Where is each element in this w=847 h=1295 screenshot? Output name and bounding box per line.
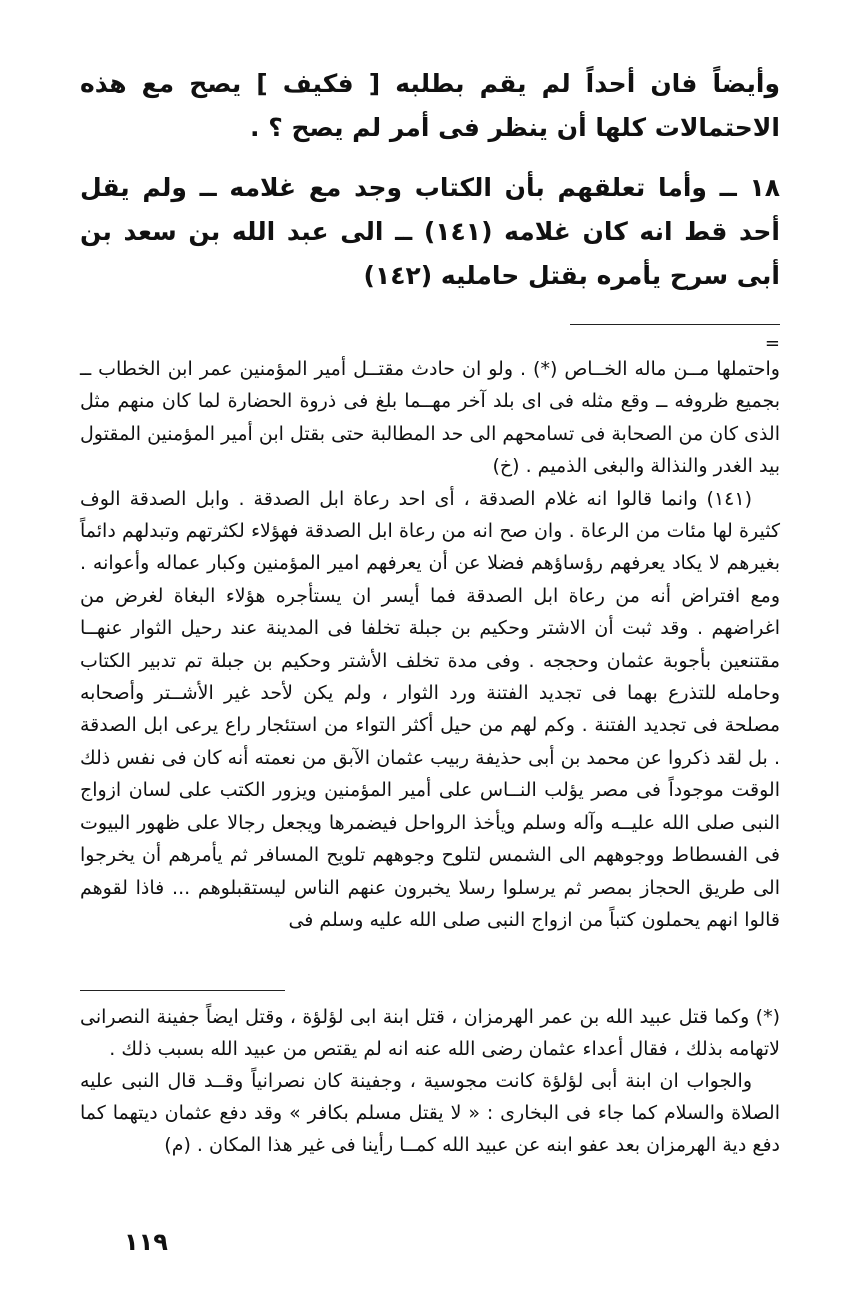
note-continuation: واحتملها مــن ماله الخــاص (*) . ولو ان حادث مقتــل أمير المؤمنين عمر ابن الخطاب ــ بجميع ظروفه ــ وقع مثله فى اى بلد آخر مهــما بلغ فى ذروة الحضارة لما كان منهم مثل الذى كان من الصحابة فى تسامحهم الى حد المطالبة حتى بقتل ابن أمير المؤمنين المقتول بيد الغدر والنذالة والبغى الذميم . (خ) bbox=[80, 358, 780, 478]
book-page bbox=[80, 62, 780, 1161]
page-number: ١١٩ bbox=[124, 1228, 168, 1256]
main-text bbox=[80, 62, 780, 298]
main-paragraph: ١٨ ــ وأما تعلقهم بأن الكتاب وجد مع غلامه ــ ولم يقل أحد قط انه كان غلامه (١٤١) ــ الى عبد الله بن سعد بن أبى سرح يأمره بقتل حامليه (١٤٢) bbox=[80, 173, 780, 290]
main-paragraph: وأيضاً فان أحداً لم يقم بطلبه [ فكيف ] يصح مع هذه الاحتمالات كلها أن ينظر فى أمر لم يصح ؟ . bbox=[80, 69, 780, 142]
footnote-paragraph: (*) وكما قتل عبيد الله بن عمر الهرمزان ، قتل ابنة ابى لؤلؤة ، وقتل ايضاً جفينة النصرانى لاتهامه بذلك ، فقال أعداء عثمان رضى الله عنه انه لم يقتص من عبيد الله بسبب ذلك . bbox=[80, 1006, 780, 1061]
footnote-paragraph: والجواب ان ابنة أبى لؤلؤة كانت مجوسية ، وجفينة كان نصرانياً وقــد قال النبى عليه الصلاة والسلام كما جاء فى البخارى : « لا يقتل مسلم بكافر » وقد دفع عثمان ديتهما كما دفع دية الهرمزان بعد عفو ابنه عن عبيد الله كمــا رأينا فى غير هذا المكان . (م) bbox=[80, 1070, 780, 1157]
endnotes bbox=[80, 353, 780, 936]
footnote-divider-secondary bbox=[80, 990, 285, 991]
note-141: (١٤١) وانما قالوا انه غلام الصدقة ، أى احد رعاة ابل الصدقة . وابل الصدقة الوف كثيرة لها مئات من الرعاة . وان صح انه من رعاة ابل الصدقة فهؤلاء لكثرتهم وتبدلهم دائماً بغيرهم لا يكاد يعرفهم رؤساؤهم فضلا عن أن يعرفهم امير المؤمنين وكبار عماله وأعوانه . ومع افتراض أنه من رعاة ابل الصدقة فما أيسر ان يستأجره هؤلاء البغاة لغرض من اغراضهم . وقد ثبت أن الاشتر وحكيم بن جبلة تخلفا فى المدينة عند رحيل الثوار عنهــا مقتنعين بأجوبة عثمان وحججه . وفى مدة تخلف الأشتر وحكيم بن جبلة تم تدبير الكتاب وحامله للتذرع بهما فى تجديد الفتنة ورد الثوار ، ولم يكن لأحد غير الأشــتر وأصحابه مصلحة فى تجديد الفتنة . وكم لهم من حيل أكثر التواء من استئجار راع يرعى ابل الصدقة . بل لقد ذكروا عن محمد بن أبى حذيفة ربيب عثمان الآبق من نعمته أنه كان فى نفس ذلك الوقت موجوداً فى مصر يؤلب النــاس على أمير المؤمنين ويزور الكتب على لسان ازواج النبى صلى الله عليــه وآله وسلم ويأخذ الرواحل فيضمرها ويجعل رجالا على ظهور البيوت فى الفسطاط ووجوههم الى الشمس لتلوح وجوههم تلويح المسافر ثم يأمرهم أن يخرجوا الى طريق الحجاز بمصر ثم يرسلوا رسلا يخبرون عنهم الناس ليستقبلوهم ... فاذا لقوهم قالوا انهم يحملون كتباً من ازواج النبى صلى الله عليه وسلم فى bbox=[80, 487, 780, 931]
footnote-divider bbox=[570, 324, 780, 325]
footnote bbox=[80, 1001, 780, 1161]
continuation-mark: = bbox=[764, 333, 780, 354]
